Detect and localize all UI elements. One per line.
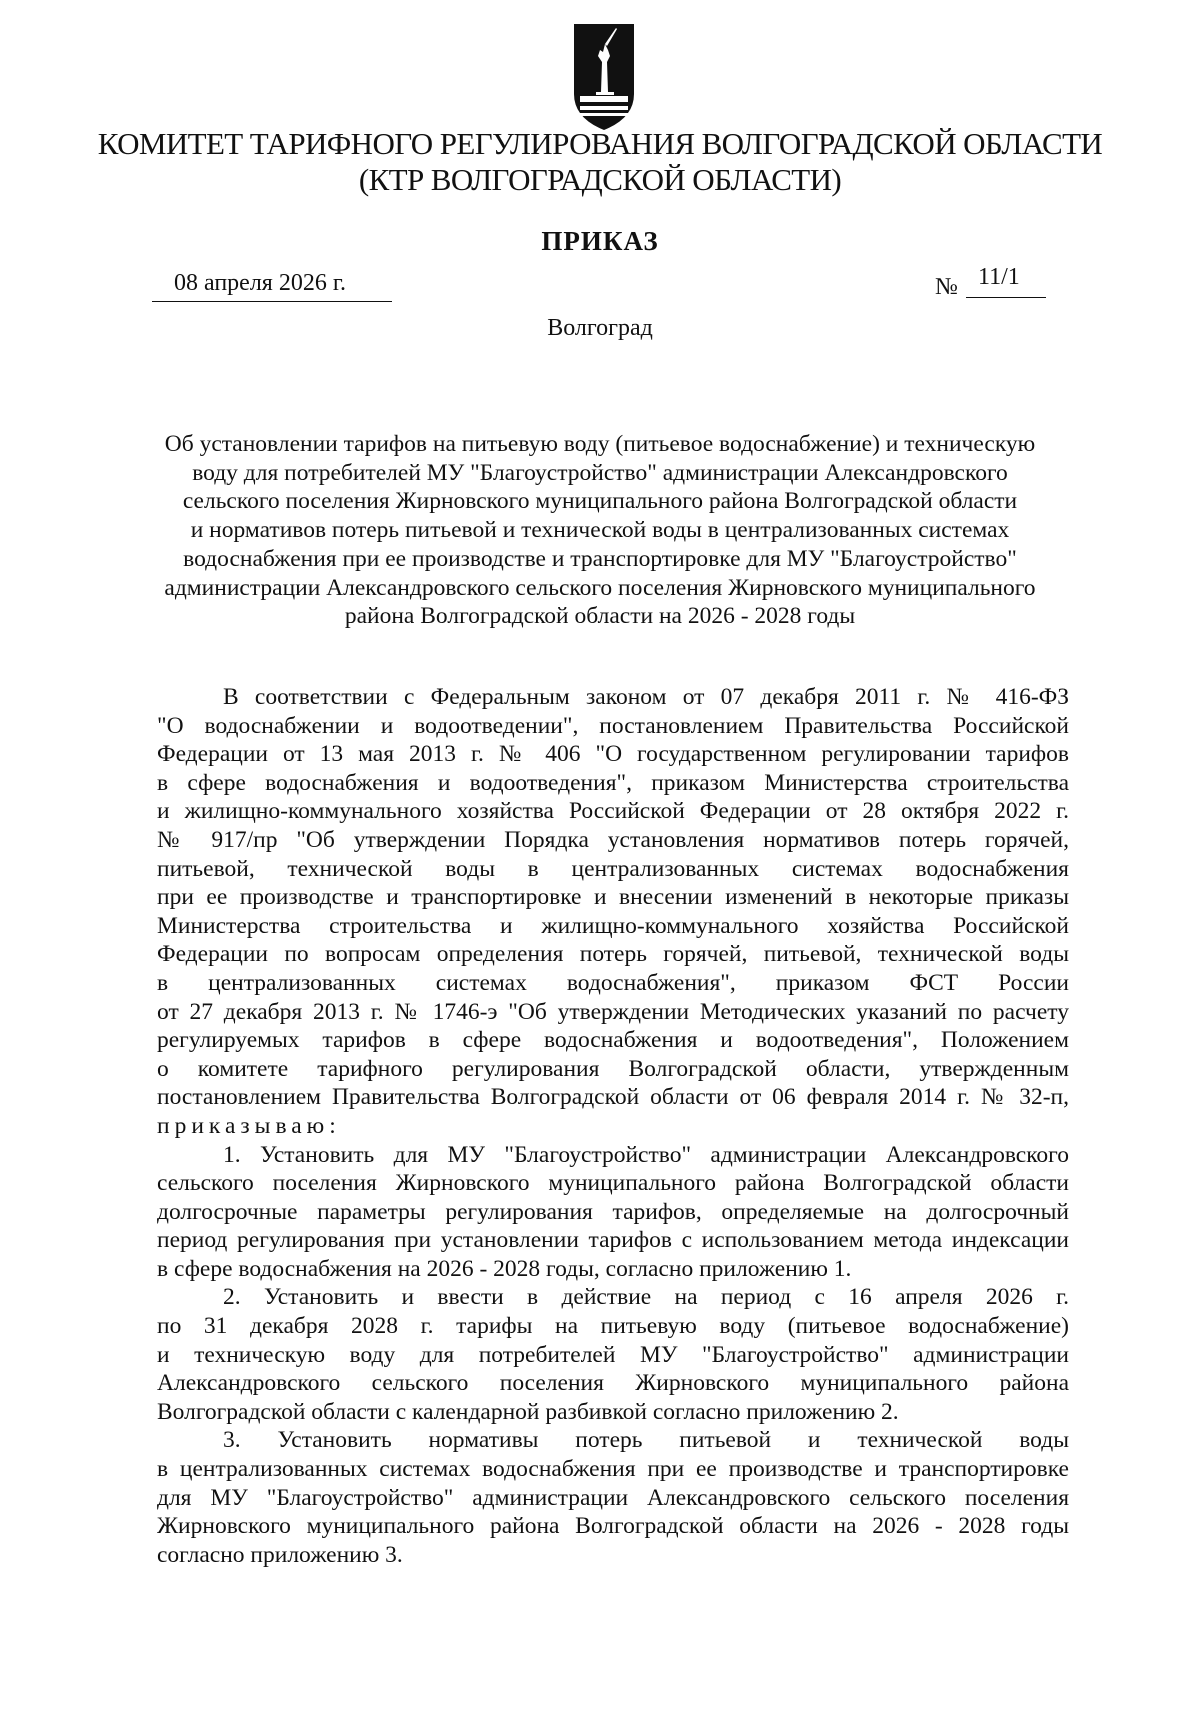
item2-line: 2. Установить и ввести в действие на период с 16 апреля 2026 г. (223, 1284, 1069, 1311)
title-line: воду для потребителей МУ "Благоустройство" администрации Александровского (192, 459, 1008, 486)
preamble-line: № 917/пр "Об утверждении Порядка установления нормативов потерь горячей, (157, 826, 1069, 853)
item1-line: период регулирования при установлении тарифов с использованием метода индексации (157, 1227, 1069, 1254)
item1-line: 1. Установить для МУ "Благоустройство" администрации Александровского (223, 1141, 1069, 1168)
document-type-heading: ПРИКАЗ (541, 226, 659, 256)
document-number: 11/1 (966, 262, 1046, 298)
item1-line: в сфере водоснабжения на 2026 - 2028 годы, согласно приложению 1. (157, 1255, 852, 1282)
preamble-line: Федерации по вопросам определения потерь горячей, питьевой, технической воды (157, 941, 1069, 968)
document-body (157, 683, 1069, 1569)
preamble-line: и жилищно-коммунального хозяйства Российской Федерации от 28 октября 2022 г. (157, 798, 1069, 825)
preamble-line: "О водоснабжении и водоотведении", постановлением Правительства Российской (157, 712, 1069, 739)
volgograd-emblem-icon (572, 22, 636, 132)
org-name-line1: КОМИТЕТ ТАРИФНОГО РЕГУЛИРОВАНИЯ ВОЛГОГРАДСКОЙ ОБЛАСТИ (97, 126, 1103, 161)
title-line: Об установлении тарифов на питьевую воду (питьевое водоснабжение) и техническую (164, 431, 1036, 457)
document-number-label: № (935, 274, 958, 300)
preamble-line: Федерации от 13 мая 2013 г. № 406 "О государственном регулировании тарифов (157, 741, 1069, 768)
order-word: приказываю: (157, 1112, 341, 1139)
document-title (130, 430, 1070, 631)
preamble-line: о комитете тарифного регулирования Волгоградской области, утвержденным (157, 1055, 1069, 1082)
preamble-line: в централизованных системах водоснабжения", приказом ФСТ России (157, 969, 1069, 996)
preamble-line: при ее производстве и транспортировке и внесении изменений в некоторые приказы (157, 884, 1069, 911)
item2-line: Волгоградской области с календарной разбивкой согласно приложению 2. (157, 1398, 899, 1425)
item2-line: и техническую воду для потребителей МУ "Благоустройство" администрации (157, 1341, 1069, 1368)
item1-line: сельского поселения Жирновского муниципального района Волгоградской области (157, 1170, 1069, 1197)
item2-line: Александровского сельского поселения Жирновского муниципального района (157, 1370, 1069, 1397)
item1-line: долгосрочные параметры регулирования тарифов, определяемые на долгосрочный (157, 1198, 1069, 1225)
preamble-line: постановлением Правительства Волгоградской области от 06 февраля 2014 г. № 32-п, (157, 1084, 1069, 1111)
title-line: и нормативов потерь питьевой и технической воды в централизованных системах (190, 517, 1010, 544)
item3-line: 3. Установить нормативы потерь питьевой и технической воды (223, 1427, 1069, 1454)
item3-line: в централизованных системах водоснабжения при ее производстве и транспортировке (157, 1456, 1069, 1483)
preamble-line: В соответствии с Федеральным законом от 07 декабря 2011 г. № 416-ФЗ (223, 684, 1069, 710)
item2-line: по 31 декабря 2028 г. тарифы на питьевую воду (питьевое водоснабжение) (157, 1313, 1069, 1340)
org-name-line2: (КТР ВОЛГОГРАДСКОЙ ОБЛАСТИ) (358, 162, 842, 197)
item3-line: согласно приложению 3. (157, 1541, 403, 1568)
preamble-line: регулируемых тарифов в сфере водоснабжения и водоотведения", Положением (157, 1027, 1069, 1054)
preamble-line: в сфере водоснабжения и водоотведения", приказом Министерства строительства (157, 769, 1069, 796)
preamble-line: от 27 декабря 2013 г. № 1746-э "Об утверждении Методических указаний по расчету (157, 998, 1069, 1025)
document-city: Волгоград (547, 315, 653, 341)
preamble-line: питьевой, технической воды в централизованных системах водоснабжения (157, 855, 1069, 882)
title-line: сельского поселения Жирновского муниципального района Волгоградской области (182, 488, 1018, 515)
title-line: администрации Александровского сельского поселения Жирновского муниципального (164, 574, 1036, 601)
document-date: 08 апреля 2026 г. (152, 268, 392, 302)
title-line: водоснабжения при ее производстве и транспортировке для МУ "Благоустройство" (183, 545, 1017, 572)
preamble-line: Министерства строительства и жилищно-коммунального хозяйства Российской (157, 912, 1069, 939)
title-line: района Волгоградской области на 2026 - 2028 годы (344, 603, 856, 630)
item3-line: для МУ "Благоустройство" администрации Александровского сельского поселения (157, 1484, 1069, 1511)
item3-line: Жирновского муниципального района Волгоградской области на 2026 - 2028 годы (157, 1513, 1069, 1540)
